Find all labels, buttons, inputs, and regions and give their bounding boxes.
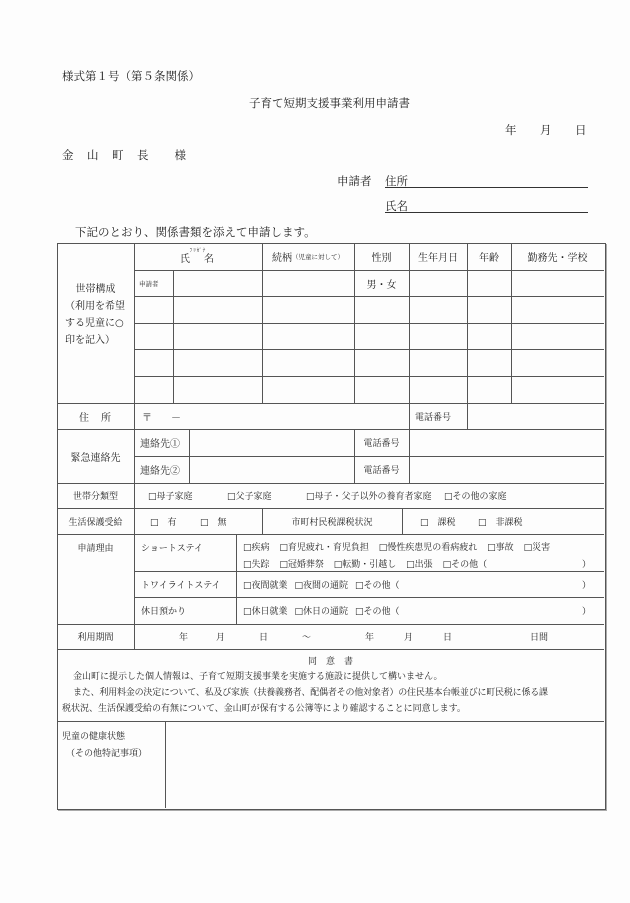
holiday-care-options <box>243 597 400 624</box>
address-phone-label: 電話番号 <box>415 412 452 423</box>
emergency-contact-1-input[interactable] <box>190 430 354 456</box>
address-row-label: 住 所 <box>79 412 112 424</box>
emergency-contact-1-label: 連絡先① <box>140 439 180 450</box>
addressee: 金 山 町 長 様 <box>62 148 187 162</box>
household-member-row[interactable] <box>135 350 604 376</box>
grid-line <box>134 403 135 483</box>
column-header-birthdate: 生年月日 <box>418 253 458 264</box>
household-type-option-other[interactable]: □その他の家庭 <box>444 492 507 502</box>
applicant-birthdate-input[interactable] <box>410 271 467 296</box>
household-label-line: 印を記入） <box>65 335 115 346</box>
tax-untaxed-checkbox[interactable]: □ 非課税 <box>478 517 523 528</box>
period-to-day[interactable]: 日 <box>443 633 453 643</box>
household-label-line: する児童に○ <box>65 318 124 329</box>
holiday-care-other-close: ） <box>582 607 592 617</box>
grid-line <box>236 534 237 624</box>
twilight-stay-other-close: ） <box>582 580 592 591</box>
short-stay-other-close: ） <box>582 560 592 570</box>
applicant-relation-input[interactable] <box>263 271 354 296</box>
date-day-label: 日 <box>575 123 587 137</box>
period-to-year[interactable]: 年 <box>365 633 375 643</box>
period-from-year[interactable]: 年 <box>179 633 189 643</box>
applicant-name-label: 氏名 <box>385 199 408 213</box>
household-label-line: 世帯構成 <box>75 284 116 295</box>
consent-title: 同 意 書 <box>307 657 353 667</box>
relation-note: （児童に対して） <box>292 253 344 261</box>
consent-paragraph-2-line-1: また、利用料金の決定について、私及び家族（扶養義務者、配偶者その他対象者）の住民基本台帳並びに町民税に係る課 <box>73 688 548 698</box>
household-label-line: （利用を希望 <box>65 301 125 312</box>
short-stay-options-line2 <box>243 557 487 570</box>
reason-label: 申請理由 <box>77 544 114 554</box>
applicant-address-field[interactable] <box>385 173 588 188</box>
reason-option[interactable]: □その他（ <box>355 607 400 617</box>
applicant-label: 申請者 <box>337 174 372 188</box>
reason-option[interactable]: □災害 <box>523 543 551 553</box>
health-sublabel: （その他特記事項） <box>66 749 148 759</box>
reason-option[interactable]: □その他（ <box>355 580 400 591</box>
welfare-no-checkbox[interactable]: □ 無 <box>200 517 227 528</box>
reason-option[interactable]: □休日就業 <box>243 607 288 617</box>
household-type-option-other-guardian[interactable]: □母子・父子以外の養育者家庭 <box>306 492 432 502</box>
applicant-age-input[interactable] <box>468 271 511 296</box>
reason-type-twilight-stay: トワイライトステイ <box>141 580 221 591</box>
applicant-workplace-input[interactable] <box>512 271 604 296</box>
reason-option[interactable]: □夜間就業 <box>243 580 288 591</box>
household-type-label: 世帯分類型 <box>72 492 118 502</box>
welfare-yes-checkbox[interactable]: □ 有 <box>150 517 177 528</box>
emergency-contact-2-input[interactable] <box>190 457 354 483</box>
date-month-label: 月 <box>540 123 552 137</box>
date-year-label: 年 <box>505 123 517 137</box>
column-header-age: 年齢 <box>479 253 499 264</box>
address-phone-input[interactable] <box>468 404 604 429</box>
household-member-row[interactable] <box>135 297 604 323</box>
reason-option[interactable]: □失踪 <box>243 560 270 570</box>
grid-line <box>134 624 135 649</box>
form-number: 様式第１号（第５条関係） <box>62 69 200 83</box>
emergency-contact-1-phone-input[interactable] <box>410 430 604 456</box>
short-stay-options-line1 <box>243 540 550 553</box>
postal-dash: － <box>171 412 181 424</box>
grid-line <box>57 624 604 625</box>
reason-option[interactable]: □休日の通院 <box>294 607 349 617</box>
household-member-row[interactable] <box>135 324 604 349</box>
period-label: 利用期間 <box>77 633 114 643</box>
column-header-gender: 性別 <box>371 253 392 264</box>
emergency-contact-2-phone-label: 電話番号 <box>363 466 400 476</box>
address-input[interactable] <box>190 404 408 429</box>
reason-type-short-stay: ショートステイ <box>141 544 203 554</box>
applicant-address-label: 住所 <box>385 174 408 188</box>
period-days[interactable]: 日間 <box>530 633 549 643</box>
reason-option[interactable]: □転勤・引越し <box>333 560 397 570</box>
household-section-label <box>57 281 134 349</box>
document-title: 子育て短期支援事業利用申請書 <box>249 96 410 110</box>
grid-line <box>402 508 403 534</box>
emergency-label: 緊急連絡先 <box>70 452 121 464</box>
period-from-month[interactable]: 月 <box>216 633 226 643</box>
tax-status-label: 市町村民税課税状況 <box>291 517 373 528</box>
reason-option[interactable]: □慢性疾患児の看病疲れ <box>378 543 478 553</box>
column-header-relation <box>262 243 354 270</box>
name-header: 氏 名 <box>180 253 216 265</box>
emergency-contact-2-label: 連絡先② <box>140 466 180 477</box>
reason-type-holiday-care: 休日預かり <box>141 607 187 617</box>
household-type-option-mother[interactable]: □母子家庭 <box>148 492 193 502</box>
intro-text: 下記のとおり、関係書類を添えて申請します。 <box>75 225 316 239</box>
grid-line <box>57 649 604 650</box>
period-from-day[interactable]: 日 <box>259 633 269 643</box>
applicant-name-field[interactable] <box>385 198 588 213</box>
reason-option[interactable]: □育児疲れ・育児負担 <box>279 543 369 553</box>
tax-taxed-checkbox[interactable]: □ 課税 <box>420 517 456 528</box>
relation-header: 続柄 <box>272 253 292 264</box>
reason-option[interactable]: □事故 <box>487 543 514 553</box>
twilight-stay-options <box>243 571 400 597</box>
health-notes-input[interactable] <box>166 722 604 808</box>
gender-options[interactable]: 男・女 <box>366 279 397 291</box>
emergency-contact-1-phone-label: 電話番号 <box>363 439 400 449</box>
column-header-name <box>134 243 262 270</box>
grid-line <box>57 534 604 535</box>
household-member-row[interactable] <box>135 377 604 403</box>
furigana-label: ﾌﾘｶﾞﾅ <box>189 247 207 254</box>
welfare-label: 生活保護受給 <box>68 517 123 528</box>
applicant-name-input[interactable] <box>174 271 262 296</box>
health-label: 児童の健康状態 <box>62 732 126 742</box>
consent-paragraph-2-line-2: 税状況、生活保護受給の有無について、金山町が保有する公簿等により確認することに同意します。 <box>62 704 466 714</box>
postal-mark: 〒 <box>142 412 152 424</box>
period-to-month[interactable]: 月 <box>404 633 414 643</box>
emergency-contact-2-phone-input[interactable] <box>410 457 604 483</box>
reason-option[interactable]: □冠婚葬祭 <box>279 560 324 570</box>
consent-paragraph-1: 金山町に提示した個人情報は、子育て短期支援事業を実施する施設に提供して構いません。 <box>73 672 443 682</box>
grid-line <box>134 483 135 624</box>
reason-option[interactable]: □その他（ <box>442 560 488 570</box>
household-type-option-father[interactable]: □父子家庭 <box>227 492 272 502</box>
period-tilde: ～ <box>302 633 312 643</box>
applicant-row-tag: 申請者 <box>139 279 159 288</box>
reason-option[interactable]: □夜間の通院 <box>294 580 349 591</box>
reason-option[interactable]: □出張 <box>406 560 433 570</box>
reason-option[interactable]: □疾病 <box>243 543 270 553</box>
column-header-workplace: 勤務先・学校 <box>527 253 588 264</box>
